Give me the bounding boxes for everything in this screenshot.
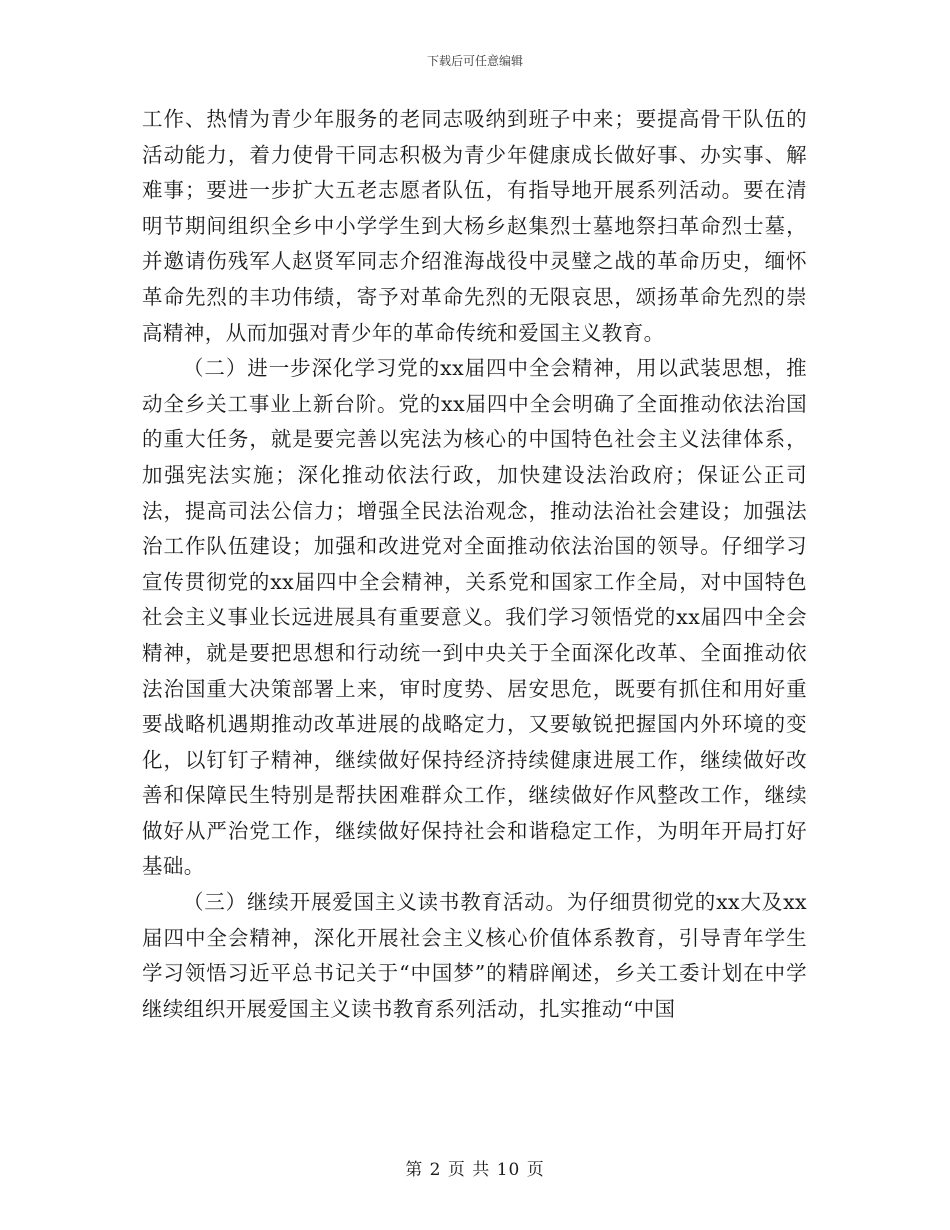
- paragraph-section-three: （三）继续开展爱国主义读书教育活动。为仔细贯彻党的xx大及xx届四中全会精神，深化开展社会主义核心价值体系教育，引导青年学生学习领悟习近平总书记关于“中国梦”的精辟阐述，乡关工委计划在中学继续组织开展爱国主义读书教育系列活动，扎实推动“中国: [142, 890, 807, 1021]
- page-number-footer: 第 2 页 共 10 页: [405, 1160, 545, 1180]
- paragraph-continuation: 工作、热情为青少年服务的老同志吸纳到班子中来；要提高骨干队伍的活动能力，着力使骨干同志积极为青少年健康成长做好事、办实事、解难事；要进一步扩大五老志愿者队伍，有指导地开展系列活动。要在清明节期间组织全乡中小学学生到大杨乡赵集烈士墓地祭扫革命烈士墓，并邀请伤残军人赵贤军同志介绍淮海战役中灵璧之战的革命历史，缅怀革命先烈的丰功伟绩，寄予对革命先烈的无限哀思，颂扬革命先烈的崇高精神，从而加强对青少年的革命传统和爱国主义教育。: [142, 107, 807, 345]
- paragraph-section-two: （二）进一步深化学习党的xx届四中全会精神，用以武装思想，推动全乡关工事业上新台阶。党的xx届四中全会明确了全面推动依法治国的重大任务，就是要完善以宪法为核心的中国特色社会主义法律体系，加强宪法实施；深化推动依法行政，加快建设法治政府；保证公正司法，提高司法公信力；增强全民法治观念，推动法治社会建设；加强法治工作队伍建设；加强和改进党对全面推动依法治国的领导。仔细学习宣传贯彻党的xx届四中全会精神，关系党和国家工作全局，对中国特色社会主义事业长远进展具有重要意义。我们学习领悟党的xx届四中全会精神，就是要把思想和行动统一到中央关于全面深化改革、全面推动依法治国重大决策部署上来，审时度势、居安思危，既要有抓住和用好重要战略机遇期推动改革进展的战略定力，又要敏锐把握国内外环境的变化，以钉钉子精神，继续做好保持经济持续健康进展工作，继续做好改善和保障民生特别是帮扶困难群众工作，继续做好作风整改工作，继续做好从严治党工作，继续做好保持社会和谐稳定工作，为明年开局打好基础。: [142, 356, 807, 879]
- document-body: [142, 102, 807, 1027]
- page-header-note: 下载后可任意编辑: [426, 54, 523, 68]
